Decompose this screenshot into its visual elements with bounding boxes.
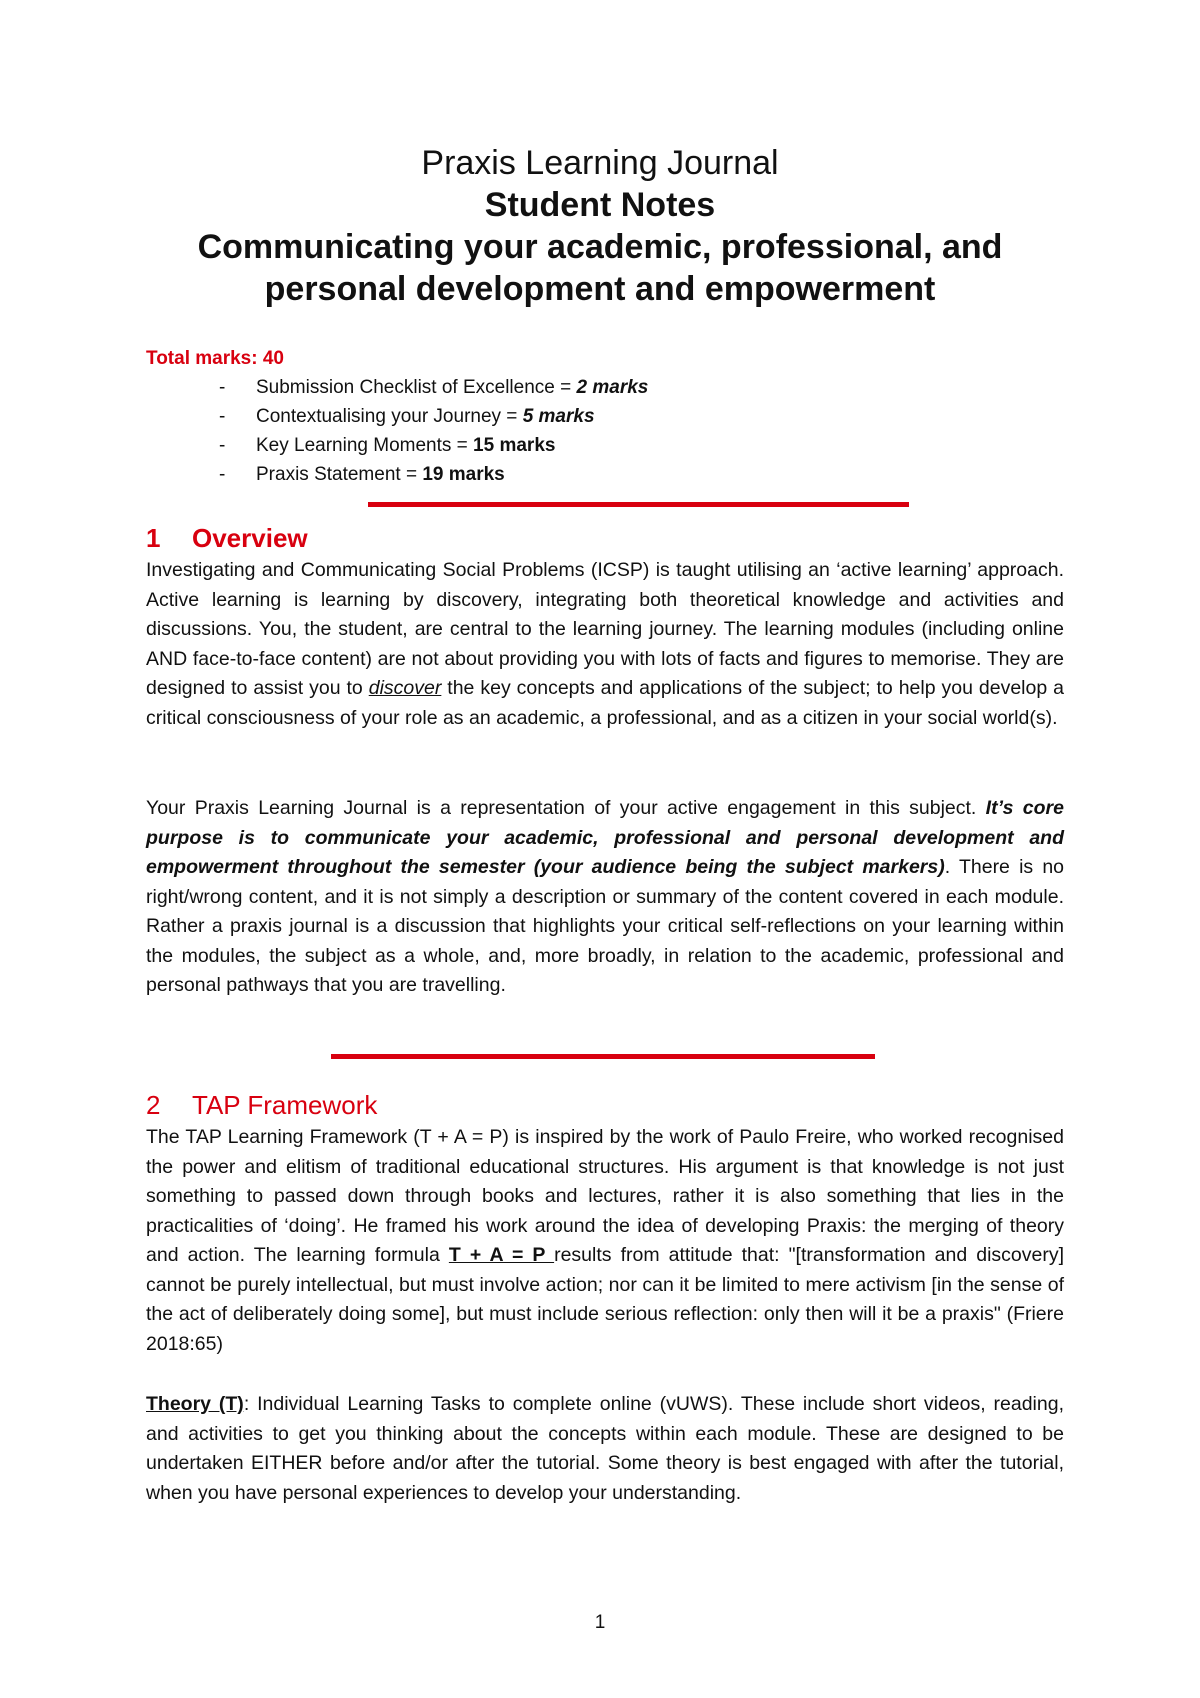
marks-item-value: 15 marks [473,435,556,456]
overview-paragraph-2 [146,794,1064,1001]
tap-paragraph-2 [146,1390,1064,1508]
marks-item-checklist [146,373,648,402]
list-dash: - [219,435,226,456]
marks-item-label: Praxis Statement = [256,464,423,485]
marks-item-key-moments [146,431,648,460]
title-line-4: personal development and empowerment [264,270,936,308]
marks-item-value: 5 marks [522,406,595,427]
marks-breakdown [146,344,648,489]
section-heading-tap [146,1090,377,1121]
divider-rule [331,1054,875,1059]
text-run: results from attitude that: "[transformation and discovery] cannot be purely intellectual, but must involve action; nor can it be limited to mere activism [in the sense of the act of deliberately doing some], but must include serious reflection: only then will it be a praxis" (Friere 2018:65) [146,1244,1064,1355]
title-line-1: Praxis Learning Journal [421,144,779,182]
text-run: . There is no right/wrong content, and it is not simply a description or summary of the content covered in each module. Rather a praxis journal is a discussion that highlights your critical self-reflections on your learning within the modules, the subject as a whole, and, more broadly, in relation to the academic, professional and personal pathways that you are travelling. [146,856,1065,996]
text-run: Investigating and Communicating Social Problems (ICSP) is taught utilising an ‘active learning’ approach. Active learning is learning by discovery, integrating both theoretical knowledge and activities and discussions. You, the student, are central to the learning journey. The learning modules (including online AND face-to-face content) are not about providing you with lots of facts and figures to memorise. They are designed to assist you to [146,559,1064,699]
marks-item-context [146,402,648,431]
title-line-3: Communicating your academic, professional, and [197,228,1003,266]
marks-item-statement [146,460,648,489]
text-run: the key concepts and applications of the subject; to help you develop a critical consciousness of your role as an academic, a professional, and as a citizen in your social world(s). [146,677,1064,729]
section-number: 1 [146,523,161,553]
list-dash: - [219,464,226,485]
marks-item-value: 19 marks [422,464,505,485]
marks-item-label: Submission Checklist of Excellence = [256,377,577,398]
emphasis-core-purpose: It’s core purpose is to communicate your academic, professional and personal development and empowerment throughout the semester (your audience being the subject markers) [146,797,1064,878]
text-run: The TAP Learning Framework (T + A = P) is inspired by the work of Paulo Freire, who worked recognised the power and elitism of traditional educational structures. His argument is that knowledge is not just something to passed down through books and lectures, rather it is also something that lies in the practicalities of ‘doing’. He framed his work around the idea of developing Praxis: the merging of theory and action. The learning formula [146,1126,1064,1266]
section-title: TAP Framework [192,1090,378,1120]
list-dash: - [219,406,226,427]
section-number: 2 [146,1090,161,1120]
title-line-2: Student Notes [484,186,716,224]
section-heading-overview [146,523,308,554]
theory-label: Theory (T) [146,1393,244,1415]
total-marks: Total marks: 40 [146,348,284,369]
overview-paragraph-1 [146,556,1064,733]
page-number: 1 [594,1612,606,1633]
emphasis-discover: discover [368,677,442,699]
marks-item-label: Key Learning Moments = [256,435,474,456]
document-title [0,142,1200,310]
text-run: Your Praxis Learning Journal is a representation of your active engagement in this subject. [146,797,986,819]
marks-item-label: Contextualising your Journey = [256,406,523,427]
list-dash: - [219,377,226,398]
marks-list [146,373,648,489]
formula: T + A = P [448,1244,555,1266]
marks-item-value: 2 marks [576,377,649,398]
section-title: Overview [192,523,308,553]
divider-rule [368,502,909,507]
tap-paragraph-1 [146,1123,1064,1359]
text-run: : Individual Learning Tasks to complete online (vUWS). These include short videos, reading, and activities to get you thinking about the concepts within each module. These are designed to be undertaken EITHER before and/or after the tutorial. Some theory is best engaged with after the tutorial, when you have personal experiences to develop your understanding. [146,1393,1064,1504]
